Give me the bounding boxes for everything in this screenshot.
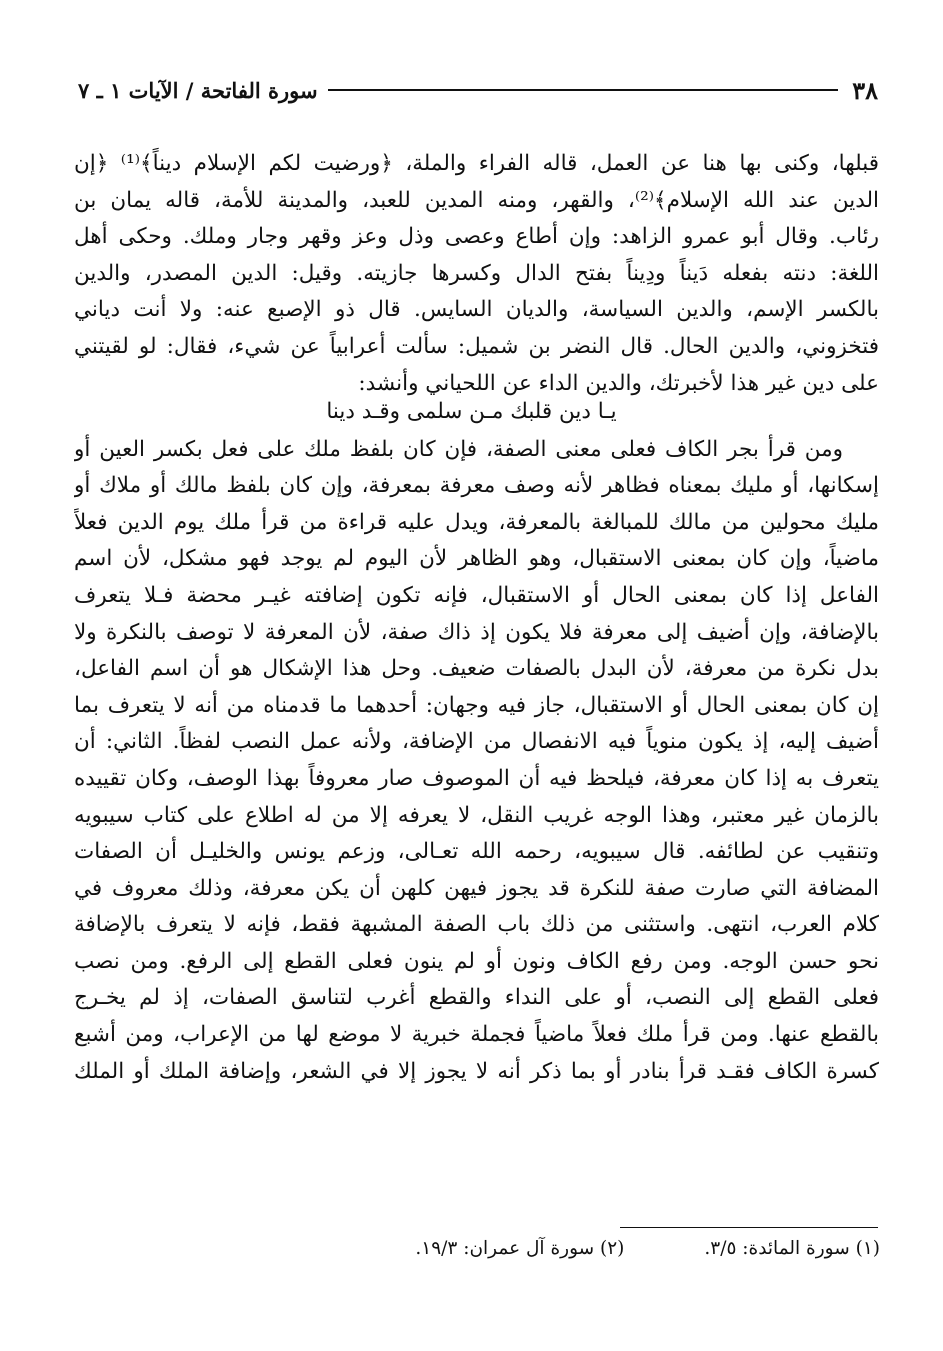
page-number: ٣٨ <box>852 75 878 105</box>
text-line: مليك محولين من مالك للمبالغة بالمعرفة، ويدل عليه قراءة من قرأ ملك يوم الدين فعلاً <box>74 509 879 535</box>
text-line: فعلى القطع إلى النصب، أو على النداء والقطع أغرب لتناسق الصفات، إذ لم يخـرج <box>74 985 879 1011</box>
text-line: الدين عند الله الإسلام﴾⁽²⁾، والقهر، ومنه المدين للعبد، والمدينة للأمة، قاله يمان بن <box>74 187 879 213</box>
main-text <box>74 146 879 1090</box>
running-title: سورة الفاتحة / الآيات ١ ـ ٧ <box>78 77 318 103</box>
text-line: بالزمان غير معتبر، وهذا الوجه غريب النقل، لا يعرفه إلا من له اطلاع على كتاب سيبويه <box>74 802 879 828</box>
footnote-1: (١) سورة المائدة: ٣/٥. <box>704 1238 880 1259</box>
text-line: بدل نكرة من معرفة، لأن البدل بالصفات ضعيف. وحل هذا الإشكال هو أن اسم الفاعل، <box>74 656 879 682</box>
text-line: نحو حسن الوجه. ومن رفع الكاف ونون أو لم ينون فعلى القطع إلى الرفع. ومن نصب <box>74 948 879 974</box>
poetry-verse: يـا دين قلبك مـن سلمى وقـد دينا <box>326 398 617 424</box>
footnote-separator <box>620 1227 878 1228</box>
text-line: اللغة: دنته بفعله دَيناً ودِيناً بفتح الدال وكسرها جازيته. وقيل: الدين المصدر، والدين <box>74 260 879 286</box>
header-rule <box>328 89 839 91</box>
text-line: ماضياً، وإن كان بمعنى الاستقبال، وهو الظاهر لأن اليوم لم يوجد فهو مشكل، لأن اسم <box>74 546 879 572</box>
text-line: على دين غير هذا لأخبرتك، والدين الداء عن اللحياني وأنشد: <box>358 370 879 396</box>
footnote-2: (٢) سورة آل عمران: ١٩/٣. <box>415 1238 625 1259</box>
text-line: كسرة الكاف فقـد قرأ بنادر أو بما ذكر أنه لا يجوز إلا في الشعر، وإضافة الملك أو الملك <box>74 1058 879 1084</box>
paragraph-first-line: ومن قرأ بجر الكاف فعلى معنى الصفة، فإن كان بلفظ ملك على فعل بكسر العين أو <box>74 436 843 462</box>
text-line: إسكانها، أو مليك بمعناه فظاهر لأنه وصف معرفة بمعرفة، وإن كان بلفظ مالك أو ملاك أو <box>74 473 879 499</box>
text-line: رئاب. وقال أبو عمرو الزاهد: وإن أطاع وعصى وذل وعز وقهر وجار وملك. وحكى أهل <box>74 224 879 250</box>
text-line: بالكسر الإسم، والدين السياسة، والديان السايس. قال ذو الإصبع عنه: ولا أنت دياني <box>74 297 879 323</box>
text-line: أضيف إليه، إذ يكون منوياً فيه الانفصال من الإضافة، ولأنه عمل النصب لفظاً. الثاني: أن <box>74 729 879 755</box>
text-line: بالقطع عنها. ومن قرأ ملك فعلاً ماضياً فجملة خبرية لا موضع لها من الإعراب، ومن أشبع <box>74 1022 879 1048</box>
text-line: قبلها، وكنى بها هنا عن العمل، قاله الفراء والملة، ﴿ورضيت لكم الإسلام ديناً﴾⁽¹⁾ ﴿إن <box>74 151 879 176</box>
text-line: كلام العرب، انتهى. واستثنى من ذلك باب الصفة المشبهة فقط، فإنه لا يتعرف بالإضافة <box>74 912 879 938</box>
text-line: وتنقيب عن لطائفه. قال سيبويه، رحمه الله تعـالى، وزعم يونس والخليـل أن الصفات <box>74 839 879 865</box>
text-line: بالإضافة، وإن أضيف إلى معرفة فلا يكون إذ ذاك صفة، لأن المعرفة لا توصف بالنكرة ولا <box>74 619 879 645</box>
text-line: فتخزوني، والدين الحال. قال النضر بن شميل: سألت أعرابياً عن شيء، فقال: لو لقيتني <box>74 333 879 359</box>
text-line: إن كان بمعنى الحال أو الاستقبال، جاز فيه وجهان: أحدهما ما قدمناه من أنه لا يتعرف بما <box>74 692 879 718</box>
text-line: الفاعل إذا كان بمعنى الحال أو الاستقبال، فإنه تكون إضافته غيـر محضة فـلا يتعرف <box>74 582 879 608</box>
footnotes <box>240 1238 880 1259</box>
text-line: المضافة التي صارت صفة للنكرة قد يجوز فيهن كلهن أن يكن معرفة، وذلك معروف في <box>74 875 879 901</box>
text-line: يتعرف به إذا كان معرفة، فيلحظ فيه أن الموصوف صار معروفاً بهذا الوصف، وكان تقييده <box>74 765 879 791</box>
page-header <box>78 70 878 110</box>
